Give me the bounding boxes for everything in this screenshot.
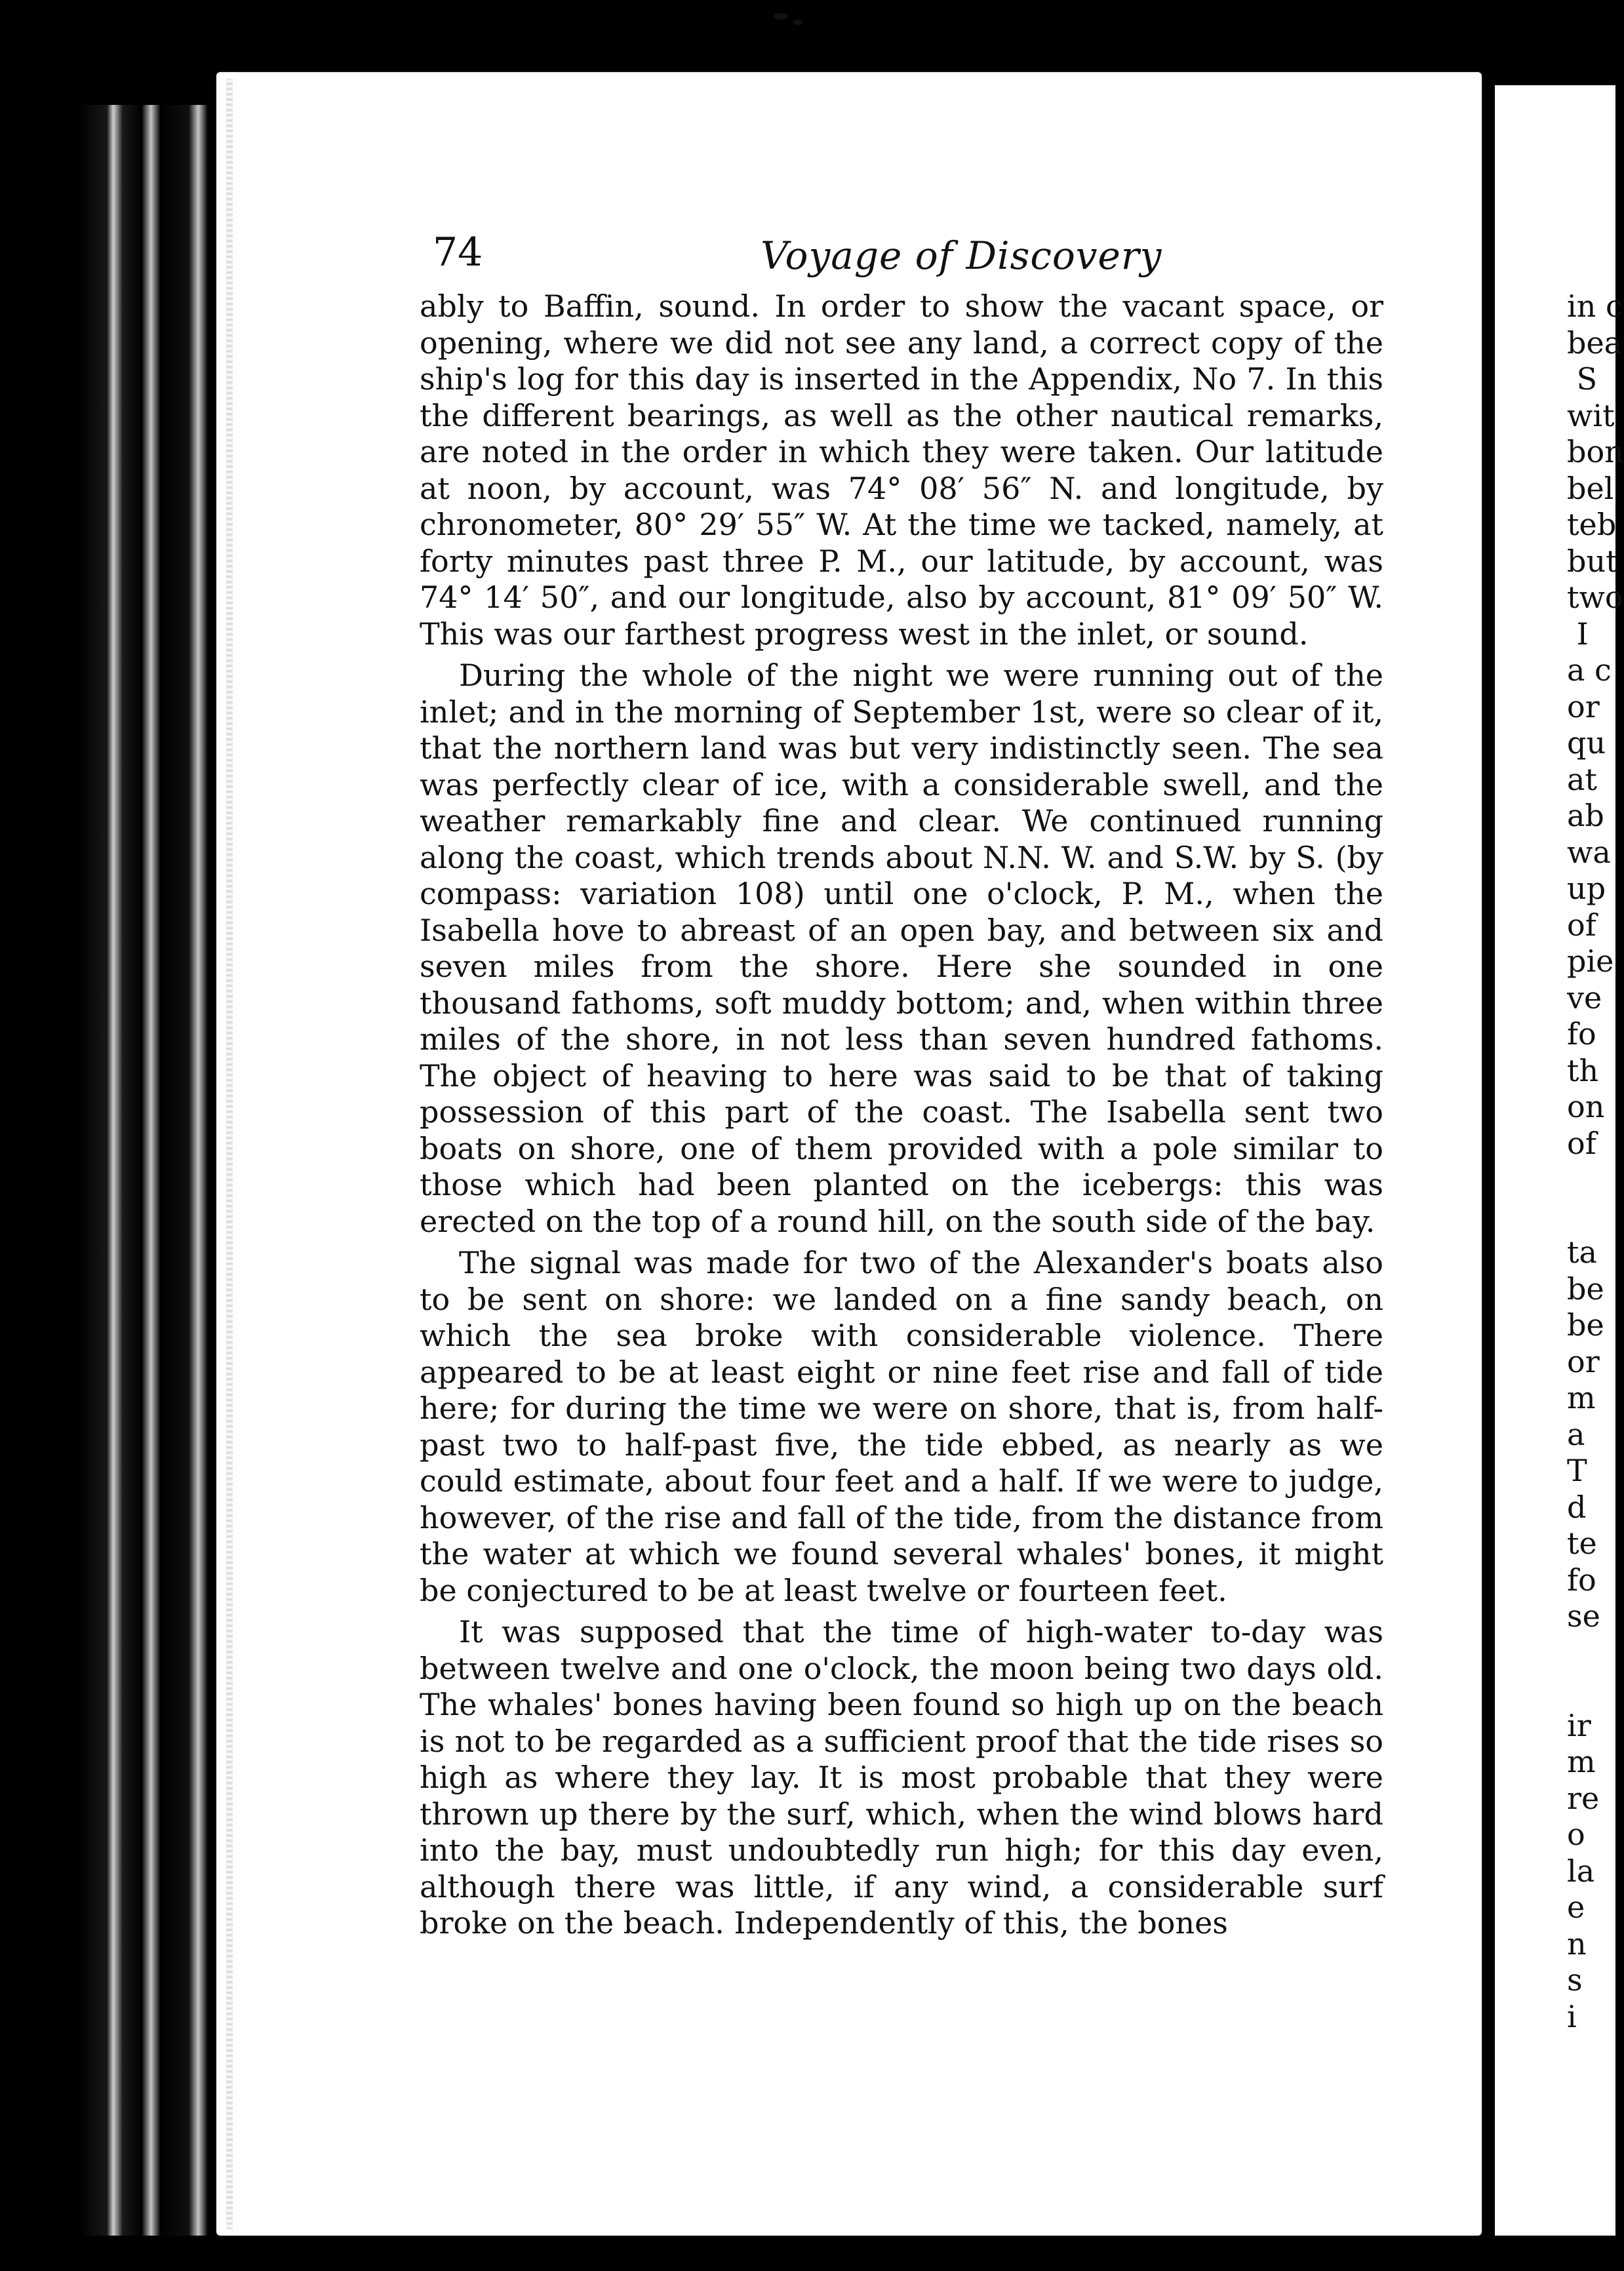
page-number: 74 — [433, 229, 483, 275]
body-text — [420, 288, 1383, 1942]
page-gutter-edge — [226, 79, 233, 2229]
paragraph-3: The signal was made for two of the Alexander's boats also to be sent on shore: we landed on a fine sandy beach, on which the sea broke with considerable violence. There appeared to be at least eight or nine feet rise and fall of tide here; for during the time we were on shore, that is, from half-past two to half-past five, the tide ebbed, as nearly as we could estimate, about four feet and a half. If we were to judge, however, of the rise and fall of the tide, from the distance from the water at which we found several whales' bones, it might be conjectured to be at least twelve or fourteen feet. — [420, 1245, 1383, 1608]
scan-speck — [774, 13, 788, 20]
facing-page-fragment — [1495, 85, 1624, 2236]
facing-page-text: in c bea S wit bon bel teb but two I a c or qu at ab wa up of pie ve fo th on of ta be be or m a T d te fo se ir m re o la e n s i — [1567, 288, 1624, 2034]
paragraph-4: It was supposed that the time of high-water to-day was between twelve and one o'clock, the moon being two days old. The whales' bones having been found so high up on the beach is not to be regarded as a sufficient proof that the tide rises so high as where they lay. It is most probable that they were thrown up there by the surf, which, when the wind blows hard into the bay, must undoubtedly run high; for this day even, although there was little, if any wind, a considerable surf broke on the beach. Independently of this, the bones — [420, 1614, 1383, 1941]
page-header — [433, 229, 1403, 282]
running-title: Voyage of Discovery — [761, 233, 1162, 278]
book-spine — [79, 105, 236, 2236]
paragraph-2: During the whole of the night we were running out of the inlet; and in the morning of September 1st, were so clear of it, that the northern land was but very indistinctly seen. The sea was perfectly clear of ice, with a considerable swell, and the weather remarkably fine and clear. We continued running along the coast, which trends about N.N. W. and S.W. by S. (by compass: variation 108) until one o'clock, P. M., when the Isabella hove to abreast of an open bay, and between six and seven miles from the shore. Here she sounded in one thousand fathoms, soft muddy bottom; and, when within three miles of the shore, in not less than seven hundred fathoms. The object of heaving to here was said to be that of taking possession of this part of the coast. The Isabella sent two boats on shore, one of them provided with a pole similar to those which had been planted on the icebergs: this was erected on the top of a round hill, on the south side of the bay. — [420, 658, 1383, 1239]
paragraph-1: ably to Baffin, sound. In order to show the vacant space, or opening, where we did not see any land, a correct copy of the ship's log for this day is inserted in the Appendix, No 7. In this the different bearings, as well as the other nautical remarks, are noted in the order in which they were taken. Our latitude at noon, by account, was 74° 08′ 56″ N. and longitude, by chronometer, 80° 29′ 55″ W. At the time we tacked, namely, at forty minutes past three P. M., our latitude, by account, was 74° 14′ 50″, and our longitude, also by account, 81° 09′ 50″ W. This was our farthest progress west in the inlet, or sound. — [420, 288, 1383, 652]
scan-speck — [793, 20, 802, 25]
